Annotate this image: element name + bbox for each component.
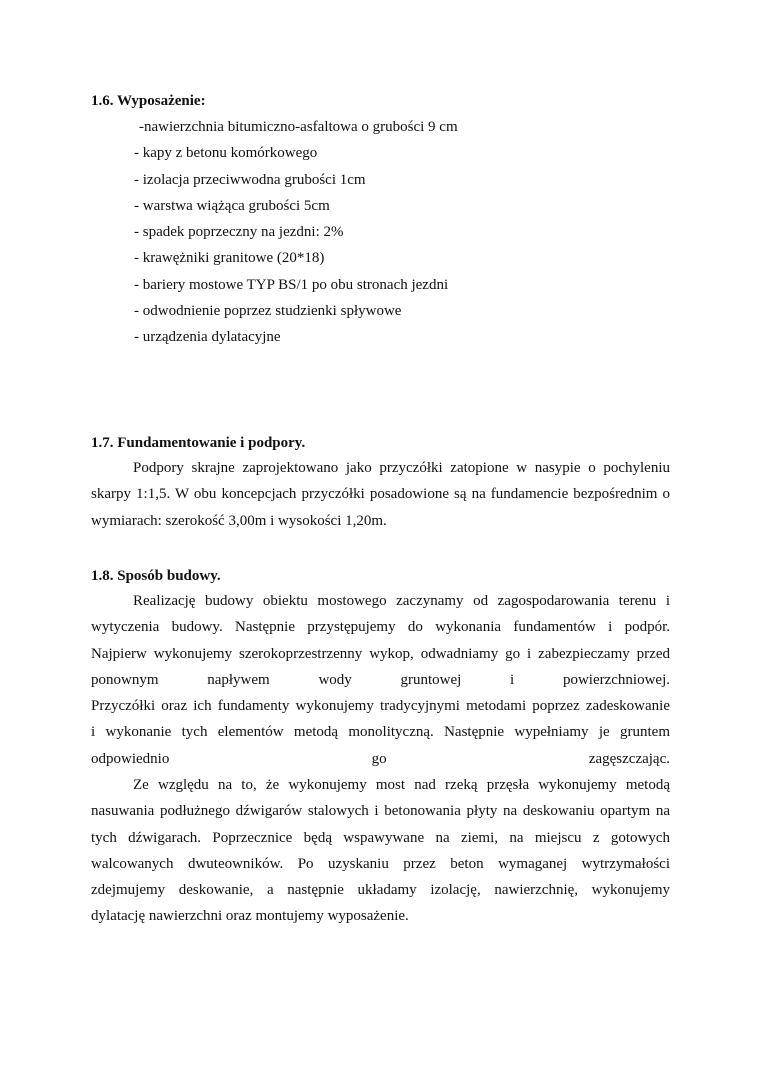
list-item: - odwodnienie poprzez studzienki spływowe [134,303,402,320]
text-line: tych dźwigarach. Poprzecznice będą wspawywane na ziemi, na miejscu z gotowych [91,829,670,846]
list-item: - bariery mostowe TYP BS/1 po obu stronach jezdni [134,276,449,293]
text-line: ponownym napływem wody gruntowej i powierzchniowej. [91,671,670,688]
text-line: Przyczółki oraz ich fundamenty wykonujemy tradycyjnymi metodami poprzez zadeskowanie [91,698,670,715]
text-line: Podpory skrajne zaprojektowano jako przyczółki zatopione w nasypie o pochyleniu [133,460,670,476]
text-line: nasuwania podłużnego dźwigarów stalowych i betonowania płyty na deskowaniu opartym na [91,803,670,820]
section-heading-1-7: 1.7. Fundamentowanie i podpory. [91,435,306,451]
paragraph-construction-1 [91,588,670,772]
text-line: odpowiednio go zagęszczając. [91,750,670,767]
text-line: wymiarach: szerokość 3,00m i wysokości 1,20m. [91,512,387,529]
equipment-list [134,118,458,355]
paragraph-foundations [91,455,670,534]
text-line: Ze względu na to, że wykonujemy most nad rzeką przęsła wykonujemy metodą [133,777,670,793]
section-heading-1-8: 1.8. Sposób budowy. [91,568,221,584]
text-line: Realizację budowy obiektu mostowego zaczynamy od zagospodarowania terenu i [133,593,670,609]
text-line: walcowanych dwuteowników. Po uzyskaniu przez beton wymaganej wytrzymałości [91,855,670,872]
text-line: dylatację nawierzchni oraz montujemy wyposażenie. [91,908,409,925]
list-item: - kapy z betonu komórkowego [134,145,318,162]
list-item: -nawierzchnia bitumiczno-asfaltowa o grubości 9 cm [139,119,458,135]
paragraph-construction-2 [91,772,670,930]
list-item: - spadek poprzeczny na jezdni: 2% [134,224,344,241]
text-line: Najpierw wykonujemy szerokoprzestrzenny wykop, odwadniamy go i zabezpieczamy przed [91,645,670,662]
text-line: zdejmujemy deskowanie, a następnie układamy izolację, nawierzchnię, wykonujemy [91,882,670,899]
list-item: - krawężniki granitowe (20*18) [134,250,325,267]
text-line: i wykonanie tych elementów metodą monolityczną. Następnie wypełniamy je gruntem [91,724,670,741]
list-item: - izolacja przeciwwodna grubości 1cm [134,171,366,188]
text-line: wytyczenia budowy. Następnie przystępujemy do wykonania fundamentów i podpór. [91,619,670,636]
text-line: skarpy 1:1,5. W obu koncepcjach przyczółki posadowione są na fundamencie bezpośrednim o [91,486,670,503]
list-item: - urządzenia dylatacyjne [134,329,281,346]
section-heading-1-6: 1.6. Wyposażenie: [91,93,206,109]
list-item: - warstwa wiążąca grubości 5cm [134,197,330,214]
